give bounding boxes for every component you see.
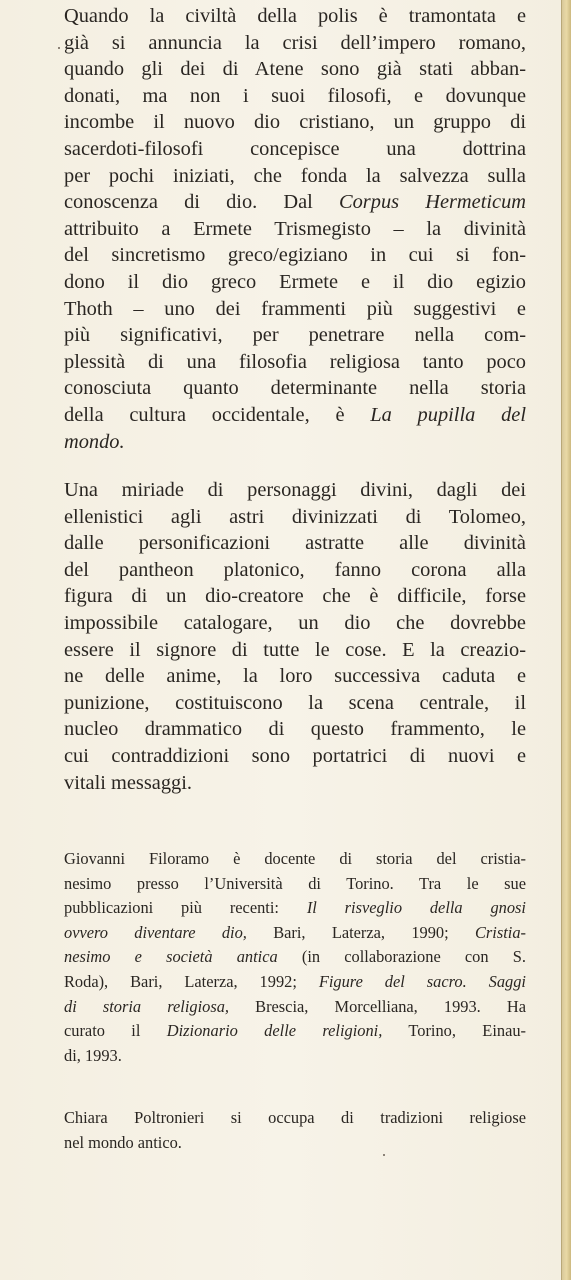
text-line [64,1019,526,1044]
text-segment: conoscenza di dio. Dal [64,191,313,214]
text-line: del pantheon platonico, fanno corona alla [64,558,526,581]
text-line: punizione, costituiscono la scena centrale, il [64,691,526,714]
text-line: cui contraddizioni sono portatrici di nuovi e [64,744,526,767]
text-line: attribuito a Ermete Trismegisto – la divinità [64,217,526,240]
text-line: Giovanni Filoramo è docente di storia del cristia- [64,849,526,868]
text-line [64,945,526,970]
text-line [64,921,526,946]
text-line [64,402,526,429]
text-line: essere il signore di tutte le cose. E la creazio- [64,638,526,661]
text-line: incombe il nuovo dio cristiano, un gruppo di [64,111,526,134]
author-bio-filoramo [64,847,526,1068]
text-segment: (in collaborazione con S. [301,947,526,967]
publication-title: di storia religiosa, [64,996,230,1016]
text-line [64,970,526,995]
text-line: per pochi iniziati, che fonda la salvezza sulla [64,164,526,187]
publication-title: Il risveglio della gnosi [306,898,526,918]
text-line: quando gli dei di Atene sono già stati abban- [64,58,526,81]
book-title-mondo: mondo. [64,430,125,453]
text-line: vitali messaggi. [64,771,192,794]
description-paragraph-1 [64,3,526,455]
text-line: dalle personificazioni astratte alle divinità [64,532,526,555]
text-segment: Brescia, Morcelliana, 1993. Ha [255,996,527,1016]
publication-title: Figure del sacro. Saggi [318,971,526,991]
publication-title: Dizionario delle religioni, [166,1021,383,1041]
publication-title: Cristia- [474,922,526,942]
text-line: Thoth – uno dei frammenti più suggestivi e [64,297,526,320]
text-segment: Torino, Einau- [408,1021,526,1041]
text-line: donati, ma non i suoi filosofi, e dovunque [64,84,526,107]
print-speck [58,47,60,49]
text-line: figura di un dio-creatore che è difficile, forse [64,585,526,608]
publication-title: ovvero diventare dio, [64,922,247,942]
description-paragraph-2 [64,477,526,796]
text-line: nesimo presso l’Università di Torino. Tra le sue [64,873,526,893]
text-line: già si annuncia la crisi dell’impero romano, [64,31,526,54]
author-bio-poltronieri [64,1106,526,1155]
publication-title: nesimo e società antica [64,947,278,967]
text-line: impossibile catalogare, un dio che dovrebbe [64,611,526,634]
book-title-la-pupilla: La pupilla del [370,403,527,426]
text-line [64,896,526,921]
text-line: ellenistici agli astri divinizzati di Tolomeo, [64,505,526,528]
text-line [64,429,526,456]
text-segment: Bari, Laterza, 1990; [273,922,449,942]
text-segment: pubblicazioni più recenti: [64,898,279,918]
text-segment: Roda), Bari, Laterza, 1992; [64,971,297,991]
print-speck [383,1154,385,1156]
text-line: conosciuta quanto determinante nella storia [64,377,526,400]
text-line: nucleo drammatico di questo frammento, le [64,718,526,741]
text-line: nel mondo antico. [64,1132,182,1152]
text-line: dono il dio greco Ermete e il dio egizio [64,270,526,293]
text-line: ne delle anime, la loro successiva caduta e [64,665,526,688]
text-line: plessità di una filosofia religiosa tanto poco [64,350,526,373]
text-segment: della cultura occidentale, è [64,403,345,426]
text-line: di, 1993. [64,1045,122,1065]
text-line [64,995,526,1020]
text-line [64,189,526,216]
text-line: Quando la civiltà della polis è tramontata e [64,5,526,27]
text-line: più significativi, per penetrare nella com- [64,324,526,347]
book-title-corpus-hermeticum: Corpus Hermeticum [339,191,527,214]
text-segment: curato il [64,1021,141,1041]
text-line: Una miriade di personaggi divini, dagli dei [64,479,526,501]
text-line: del sincretismo greco/egiziano in cui si fon- [64,244,526,267]
text-line: sacerdoti-filosofi concepisce una dottrina [64,137,526,160]
text-line: Chiara Poltronieri si occupa di tradizioni religiose [64,1108,526,1127]
cover-spine-edge [562,0,571,1280]
